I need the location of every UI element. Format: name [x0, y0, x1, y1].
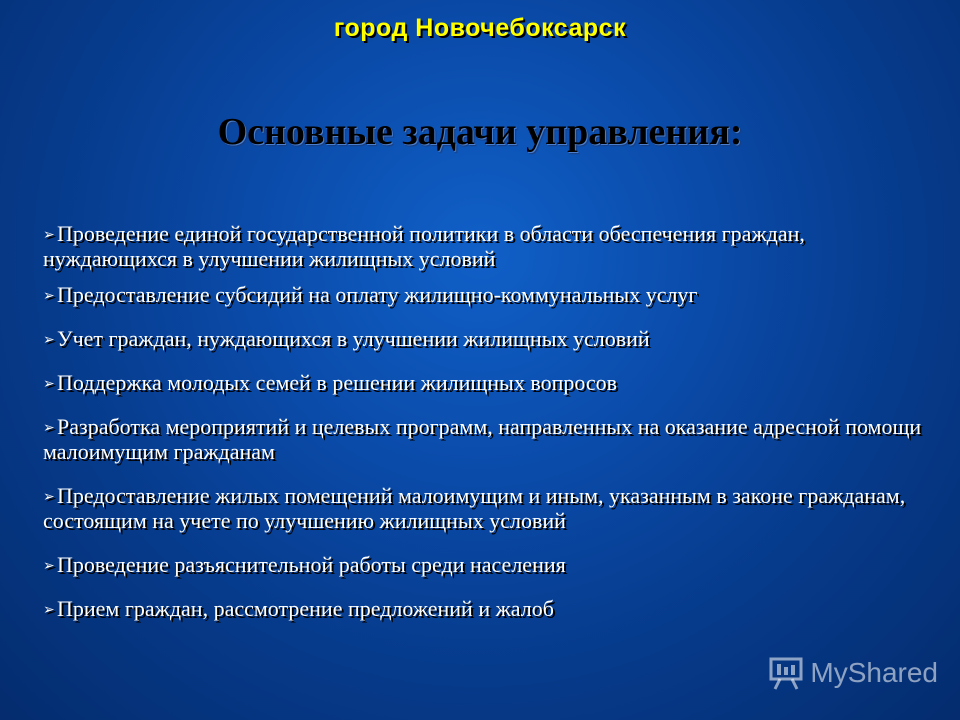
list-item — [43, 371, 923, 396]
watermark — [768, 656, 938, 690]
arrow-bullet-icon: ➢ — [43, 376, 55, 392]
task-text: Учет граждан, нуждающихся в улучшении жилищных условий — [57, 326, 650, 351]
list-item — [43, 222, 923, 271]
task-text: Предоставление субсидий на оплату жилищно-коммунальных услуг — [57, 282, 698, 307]
list-item — [43, 283, 923, 308]
task-text: Предоставление жилых помещений малоимущим и иным, указанным в законе гражданам, состоящим на учете по улучшению жилищных условий — [43, 483, 906, 533]
task-text: Разработка мероприятий и целевых программ, направленных на оказание адресной помощи малоимущим гражданам — [43, 414, 922, 464]
arrow-bullet-icon: ➢ — [43, 602, 55, 618]
page-title: Основные задачи управления: — [217, 111, 743, 153]
task-text: Поддержка молодых семей в решении жилищных вопросов — [57, 370, 618, 395]
arrow-bullet-icon: ➢ — [43, 558, 55, 574]
arrow-bullet-icon: ➢ — [43, 332, 55, 348]
arrow-bullet-icon: ➢ — [43, 227, 55, 243]
list-item — [43, 415, 923, 464]
task-text: Проведение разъяснительной работы среди населения — [57, 552, 566, 577]
task-text: Проведение единой государственной политики в области обеспечения граждан, нуждающихся в улучшении жилищных условий — [43, 221, 805, 271]
arrow-bullet-icon: ➢ — [43, 420, 55, 436]
arrow-bullet-icon: ➢ — [43, 489, 55, 505]
list-item — [43, 597, 923, 622]
watermark-text: MyShared — [810, 657, 938, 688]
arrow-bullet-icon: ➢ — [43, 288, 55, 304]
task-text: Прием граждан, рассмотрение предложений и жалоб — [57, 596, 554, 621]
list-item — [43, 553, 923, 578]
list-item — [43, 484, 923, 533]
presentation-board-icon — [768, 656, 804, 690]
list-item — [43, 327, 923, 352]
city-heading: город Новочебоксарск — [333, 14, 627, 42]
task-list — [43, 222, 923, 622]
